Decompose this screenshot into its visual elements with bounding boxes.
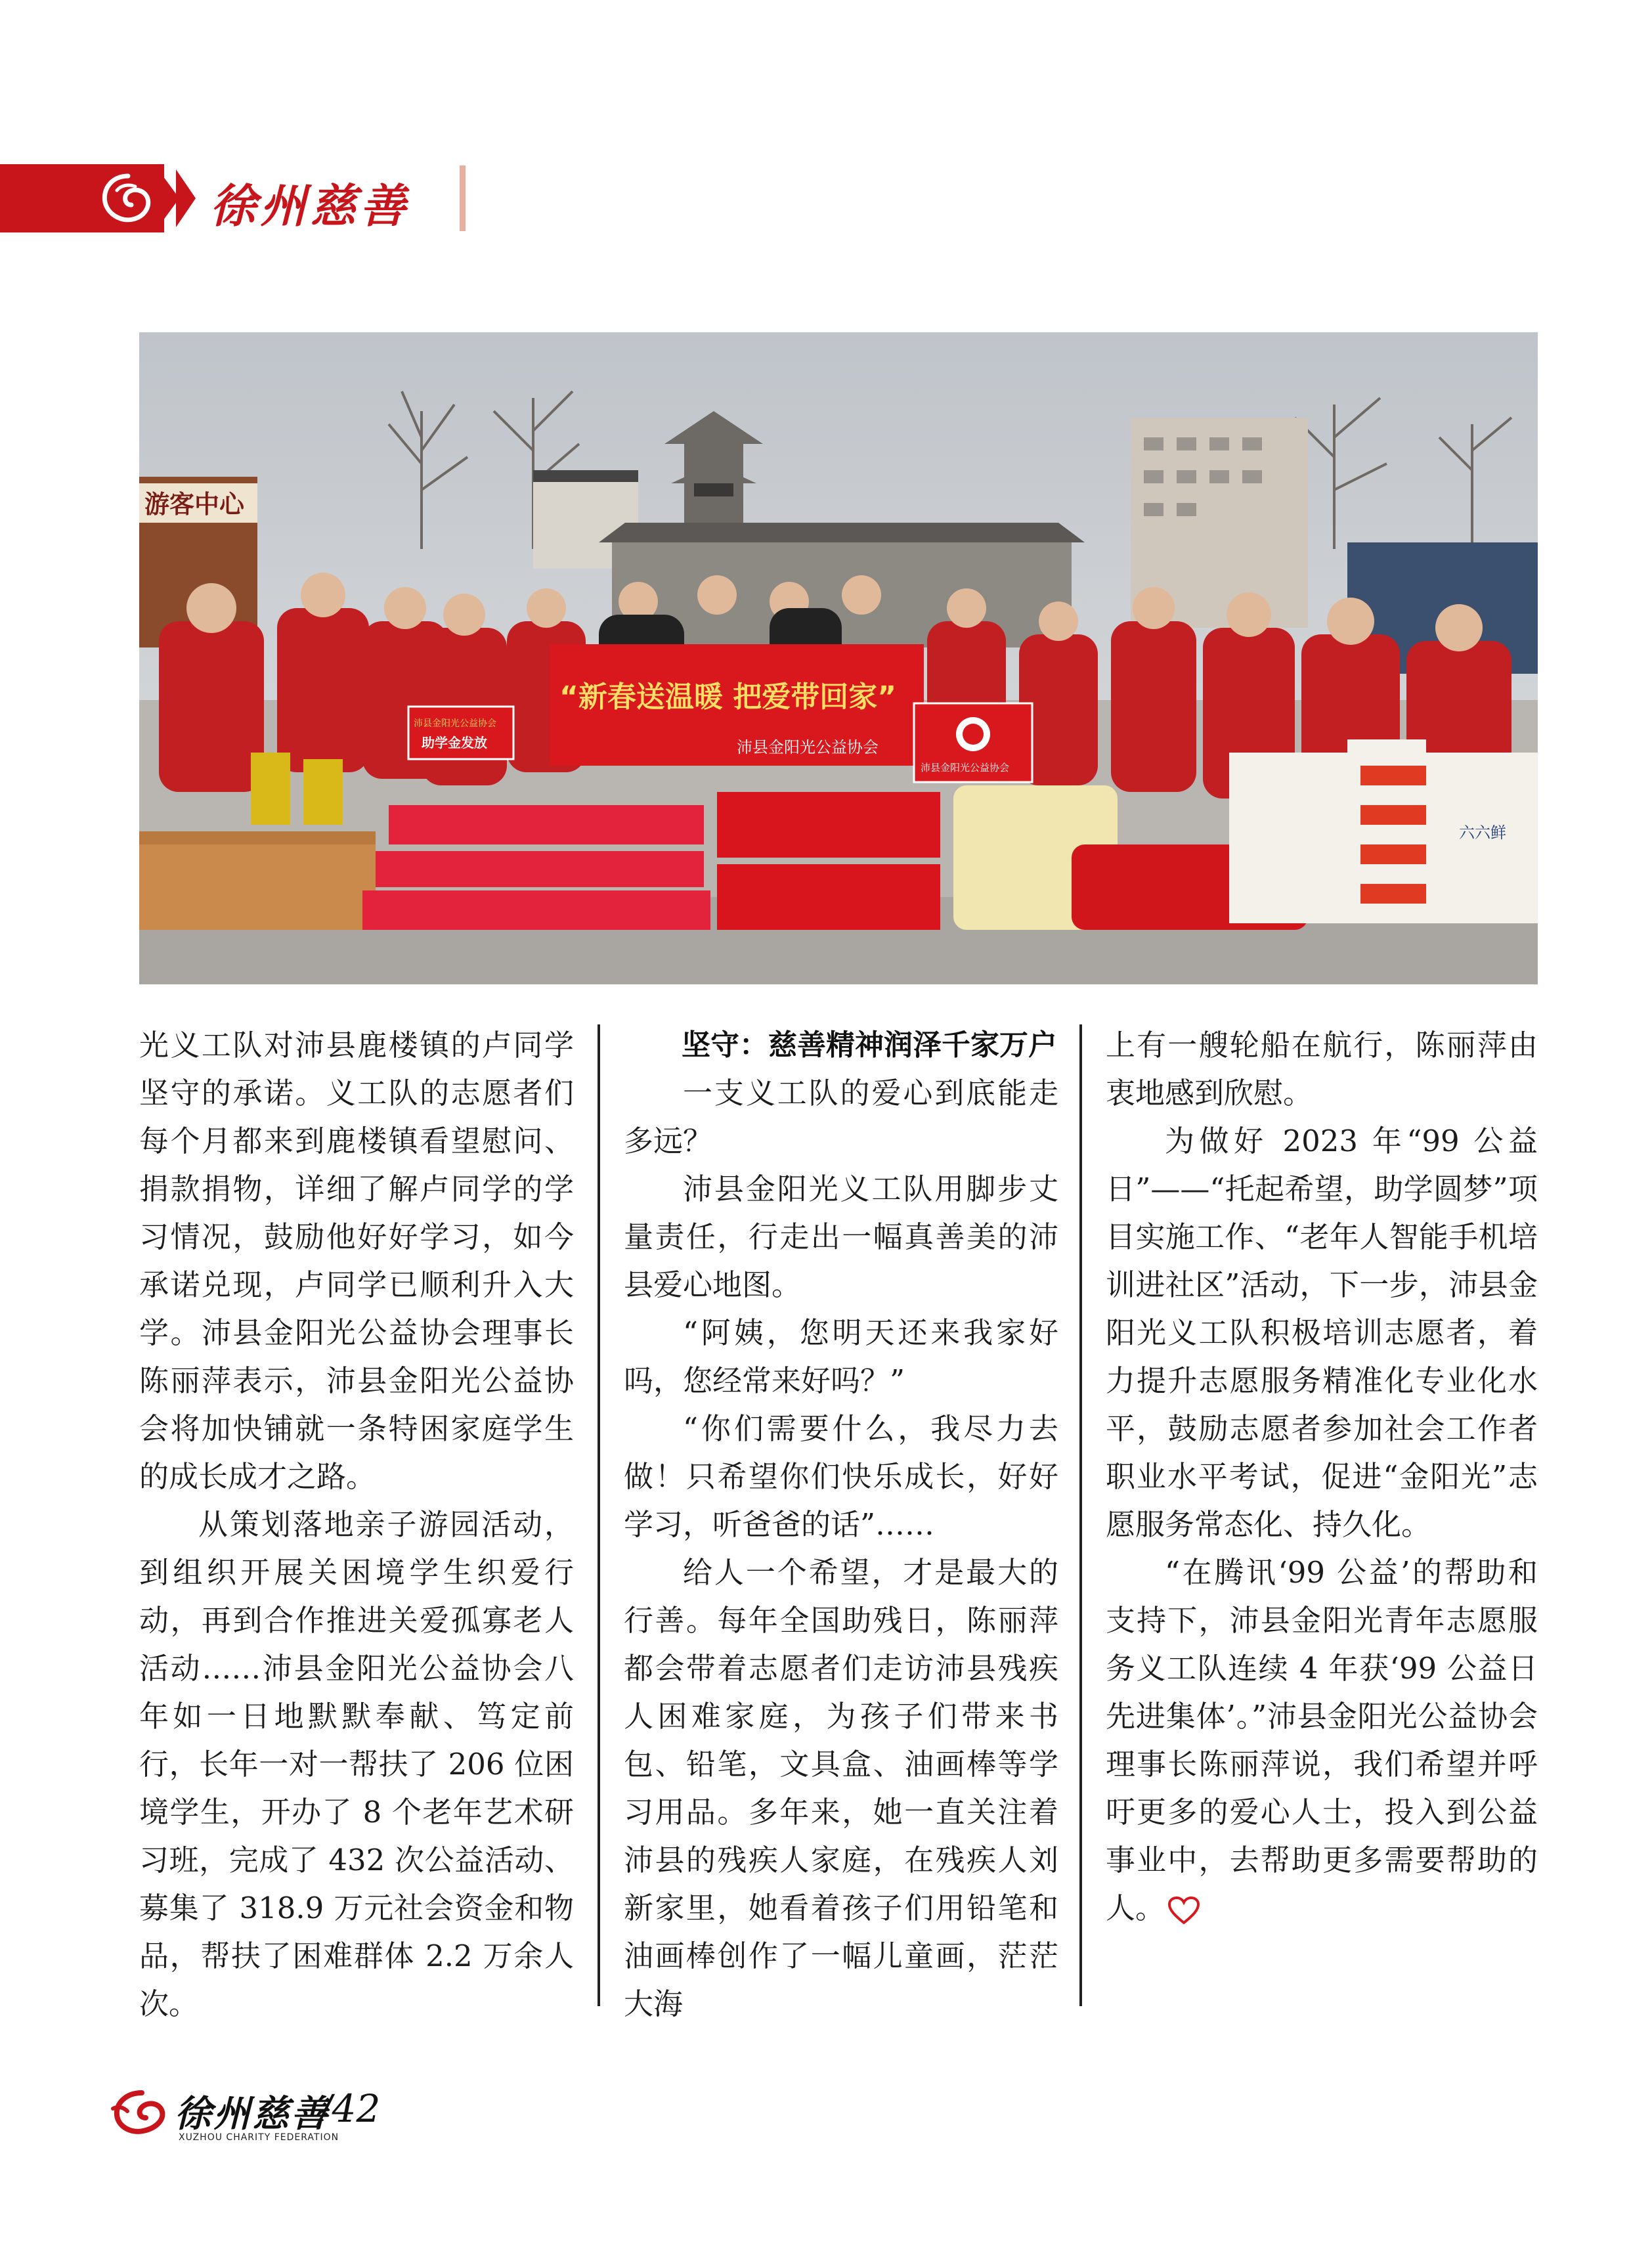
sign-left-top: 沛县金阳光公益协会 (414, 718, 496, 729)
paragraph: “阿姨，您明天还来我家好吗，您经常来好吗？” (624, 1315, 1058, 1398)
paragraph: 从策划落地亲子游园活动，到组织开展关困境学生织爱行动，再到合作推进关爱孤寡老人活动……沛县金阳光公益协会八年如一日地默默奉献、笃定前行，长年一对一帮扶了 206 位困境学生，开办了 8 个老年艺术研习班，完成了 432 次公益活动、募集了 318.9 万元社会资金和物品，帮扶了困难群体 2.2 万余人次。 (139, 1507, 574, 2021)
shop-sign: 游客中心 (144, 490, 245, 519)
header-title: 徐州慈善 (210, 179, 410, 233)
paragraph: 沛县金阳光义工队用脚步丈量责任，行走出一幅真善美的沛县爱心地图。 (624, 1172, 1058, 1302)
sign-left (408, 707, 513, 759)
header-chevron (176, 169, 196, 227)
column-2 (624, 1021, 1058, 2028)
paragraph-text: “在腾讯‘99 公益’的帮助和支持下，沛县金阳光青年志愿服务义工队连续 4 年获‘99 公益日先进集体’。”沛县金阳光公益协会理事长陈丽萍说，我们希望并呼吁更多的爱心人士，投入到公益事业中，去帮助更多需要帮助的人。 (1106, 1555, 1538, 1925)
sign-left-bottom: 助学金发放 (422, 735, 487, 751)
paragraph: “你们需要什么，我尽力去做！只希望你们快乐成长，好好学习，听爸爸的话”…… (624, 1411, 1058, 1542)
heart-icon (1167, 1896, 1200, 1925)
page-footer (110, 2085, 412, 2157)
banner-org-text: 沛县金阳光公益协会 (737, 738, 879, 756)
paragraph: 给人一个希望，才是最大的行善。每年全国助残日，陈丽萍都会带着志愿者们走访沛县残疾人困难家庭，为孩子们带来书包、铅笔，文具盒、油画棒等学习用品。多年来，她一直关注着沛县的残疾人家庭，在残疾人刘新家里，她看着孩子们用铅笔和油画棒创作了一幅儿童画，茫茫大海 (624, 1555, 1058, 2021)
section-heading: 坚守：慈善精神润泽千家万户 (682, 1028, 1057, 1062)
paragraph-last (1106, 1548, 1538, 1932)
sign-right (914, 703, 1032, 782)
sign-right-text: 沛县金阳光公益协会 (921, 762, 1010, 774)
column-divider (598, 1024, 600, 2006)
header-divider (460, 165, 466, 231)
column-divider (1079, 1024, 1082, 2006)
footer-title: 徐州慈善 (175, 2093, 330, 2136)
column-1 (139, 1021, 574, 2028)
banner (550, 644, 924, 766)
group-photo (139, 332, 1538, 984)
section-header (0, 164, 473, 236)
footer-subtitle: XUZHOU CHARITY FEDERATION (179, 2132, 339, 2143)
charity-logo-icon (110, 2089, 173, 2136)
paragraph: 上有一艘轮船在航行，陈丽萍由衷地感到欣慰。 (1106, 1028, 1538, 1110)
box-label: 六六鲜 (1459, 823, 1506, 842)
photo-illustration (139, 332, 1538, 984)
paragraph: 为做好 2023 年“99 公益日”——“托起希望，助学圆梦”项目实施工作、“老年人智能手机培训进社区”活动，下一步，沛县金阳光义工队积极培训志愿者，着力提升志愿服务精准化专业化水平，鼓励志愿者参加社会工作者职业水平考试，促进“金阳光”志愿服务常态化、持久化。 (1106, 1124, 1538, 1542)
paragraph: 光义工队对沛县鹿楼镇的卢同学坚守的承诺。义工队的志愿者们每个月都来到鹿楼镇看望慰问、捐款捐物，详细了解卢同学的学习情况，鼓励他好好学习，如今承诺兑现，卢同学已顺利升入大学。沛县金阳光公益协会理事长陈丽萍表示，沛县金阳光公益协会将加快铺就一条特困家庭学生的成长成才之路。 (139, 1028, 574, 1494)
banner-main-text: “新春送温暖 把爱带回家” (559, 680, 897, 714)
page-number: /42 (319, 2086, 381, 2131)
paragraph: 一支义工队的爱心到底能走多远？ (624, 1076, 1058, 1158)
charity-logo-icon (98, 171, 158, 226)
column-3 (1106, 1021, 1538, 1932)
